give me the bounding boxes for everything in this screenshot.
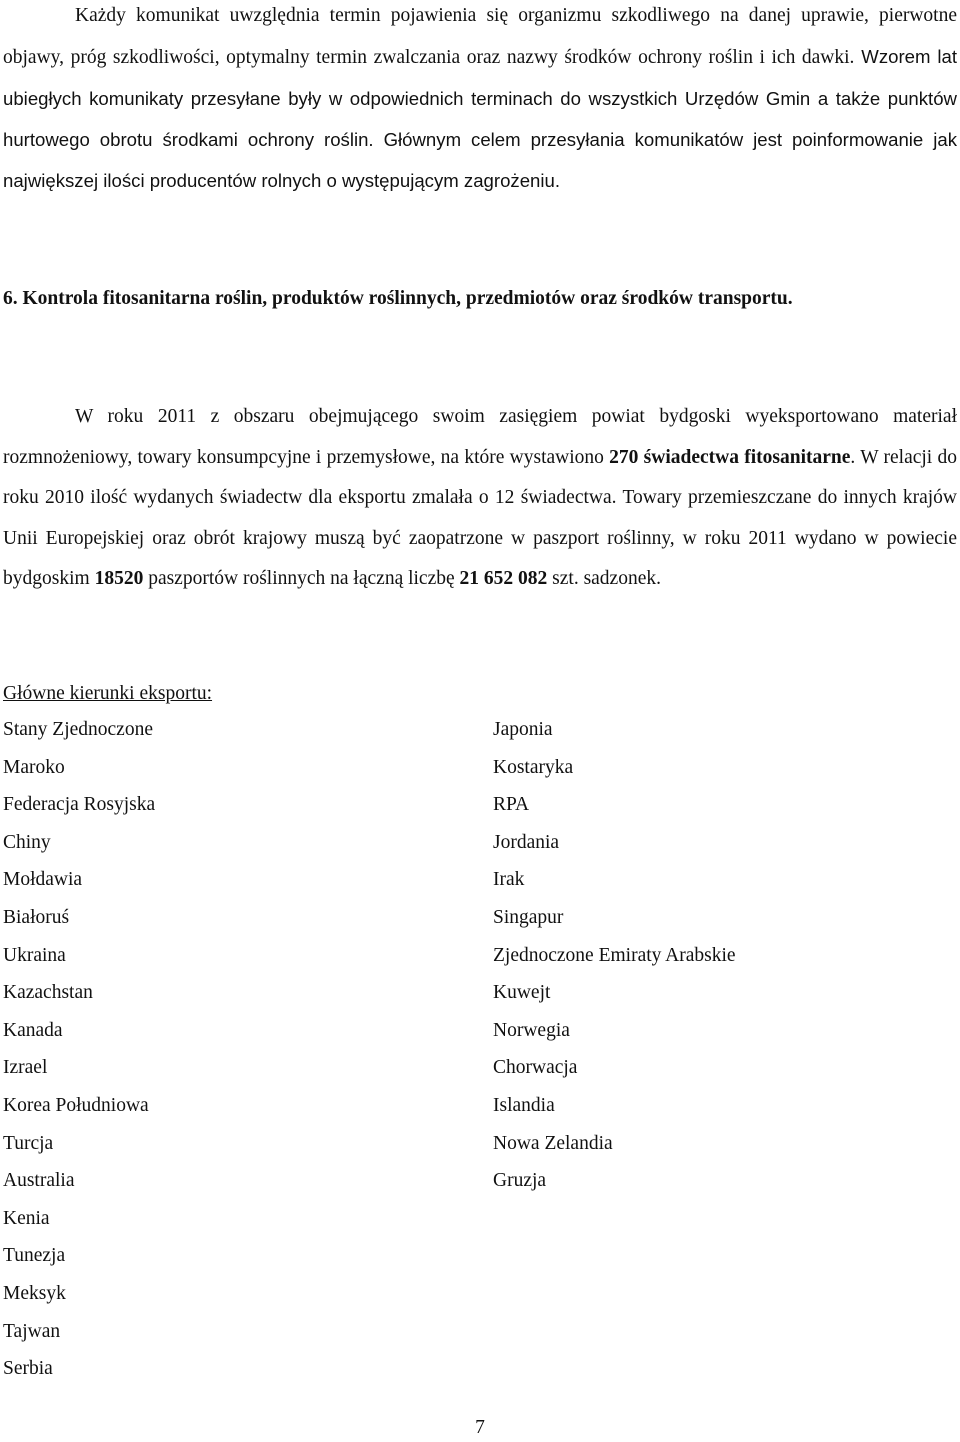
list-item: Chiny bbox=[3, 831, 51, 853]
list-item: Tunezja bbox=[3, 1245, 66, 1267]
list-item: Stany Zjednoczone bbox=[3, 719, 153, 740]
list-item: Singapur bbox=[493, 906, 564, 928]
list-item: Meksyk bbox=[3, 1282, 66, 1304]
list-item: Serbia bbox=[3, 1358, 53, 1380]
list-item: Nowa Zelandia bbox=[493, 1132, 613, 1154]
paragraph-export-text-3: paszportów roślinnych na łączną liczbę bbox=[143, 568, 460, 589]
list-item: Kostaryka bbox=[493, 756, 574, 778]
exports-list-left bbox=[3, 716, 155, 1393]
list-item: Izrael bbox=[3, 1057, 48, 1079]
list-item: Mołdawia bbox=[3, 869, 83, 891]
list-item: RPA bbox=[493, 794, 530, 816]
list-item: Islandia bbox=[493, 1094, 555, 1116]
passports-count: 18520 bbox=[94, 568, 144, 589]
list-item: Irak bbox=[493, 869, 525, 891]
list-item: Kuwejt bbox=[493, 982, 551, 1004]
exports-list-right bbox=[493, 716, 736, 1205]
list-item: Chorwacja bbox=[493, 1057, 578, 1079]
page-number: 7 bbox=[475, 1417, 485, 1438]
list-item: Japonia bbox=[493, 719, 553, 740]
paragraph-komunikaty-part1: Każdy komunikat uwzględnia termin pojawienia się organizmu szkodliwego na danej uprawie, pierwotne objawy, próg szkodliwości, optymalny termin zwalczania oraz nazwy środków ochrony roślin i ich dawki. bbox=[3, 5, 957, 68]
list-item: Maroko bbox=[3, 756, 65, 778]
paragraph-export-text-2: . W relacji do roku 2010 ilość wydanych świadectw dla eksportu zmalała o 12 świadectwa. Towary przemieszczane do innych krajów Unii Europejskiej oraz obrót krajowy muszą być zaopatrzone w paszport roślinny, w roku 2011 wydano w powiecie bydgoskim bbox=[3, 446, 957, 589]
list-item: Federacja Rosyjska bbox=[3, 794, 156, 816]
exports-title: Główne kierunki eksportu: bbox=[3, 683, 213, 704]
section-heading: 6. Kontrola fitosanitarna roślin, produktów roślinnych, przedmiotów oraz środków transportu. bbox=[3, 288, 793, 309]
list-item: Zjednoczone Emiraty Arabskie bbox=[493, 944, 736, 966]
list-item: Turcja bbox=[3, 1132, 54, 1154]
list-item: Norwegia bbox=[493, 1019, 570, 1041]
list-item: Jordania bbox=[493, 831, 560, 853]
list-item: Kenia bbox=[3, 1207, 50, 1229]
list-item: Gruzja bbox=[493, 1170, 547, 1192]
paragraph-export bbox=[3, 397, 957, 600]
list-item: Australia bbox=[3, 1170, 75, 1192]
paragraph-export-text-1: W roku 2011 z obszaru obejmującego swoim zasięgiem powiat bydgoski wyeksportowano materiał rozmnożeniowy, towary konsumpcyjne i przemysłowe, na które wystawiono bbox=[3, 406, 957, 468]
list-item: Kazachstan bbox=[3, 982, 93, 1004]
list-item: Kanada bbox=[3, 1019, 63, 1041]
list-item: Tajwan bbox=[3, 1320, 61, 1342]
list-item: Białoruś bbox=[3, 906, 70, 928]
certificates-count: 270 świadectwa fitosanitarne bbox=[609, 446, 851, 468]
list-item: Korea Południowa bbox=[3, 1094, 149, 1116]
paragraph-komunikaty-part2: Wzorem lat ubiegłych komunikaty przesyłane były w odpowiednich terminach do wszystkich Urzędów Gmin a także punktów hurtowego obrotu środkami ochrony roślin. Głównym celem przesyłania komunikatów jest poinformowanie jak największej ilości producentów rolnych o występującym zagrożeniu. bbox=[3, 46, 957, 191]
seedlings-count: 21 652 082 bbox=[459, 568, 548, 589]
paragraph-komunikaty bbox=[3, 0, 957, 201]
paragraph-export-text-4: szt. sadzonek. bbox=[547, 568, 661, 589]
list-item: Ukraina bbox=[3, 944, 66, 966]
